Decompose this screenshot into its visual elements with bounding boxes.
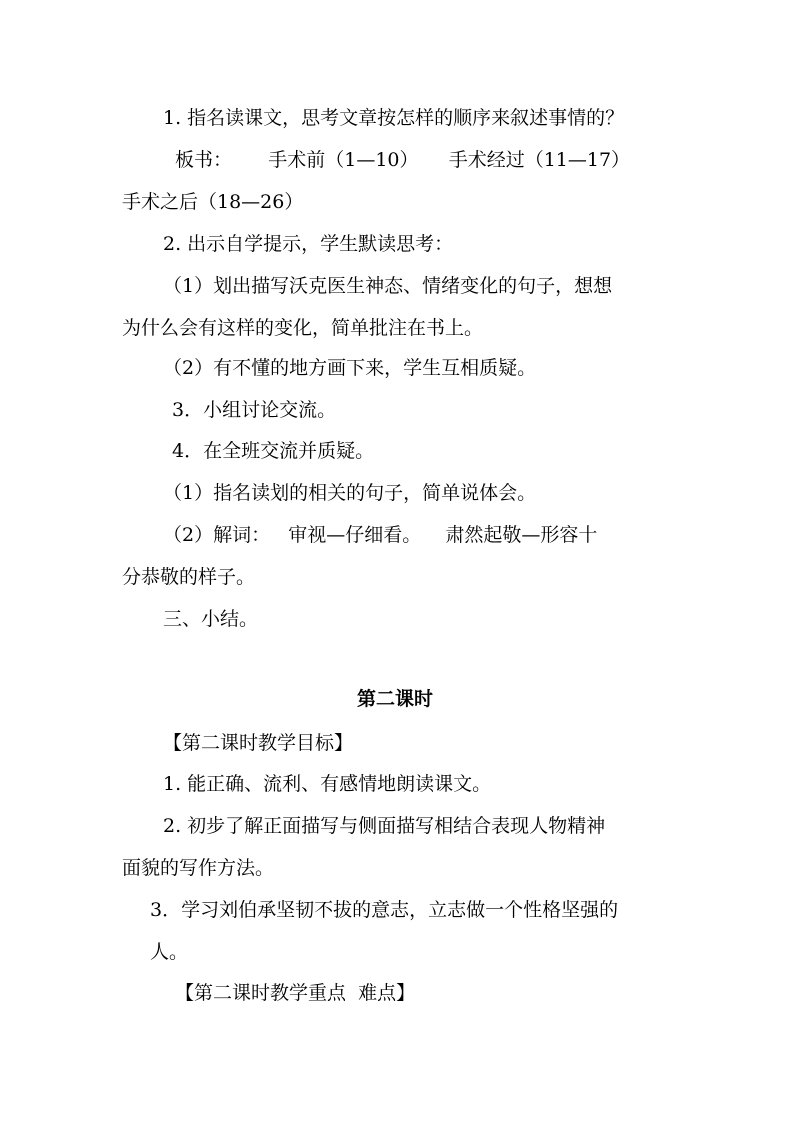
text-line: 手术之后（18—26） [122, 191, 304, 213]
goal-line: 人。 [150, 941, 189, 963]
goals-heading: 【第二课时教学目标】 [163, 732, 354, 754]
text-line: 分恭敬的样子。 [122, 566, 256, 588]
text-line: （1）指名读划的相关的句子，简单说体会。 [163, 482, 537, 504]
text-line: 1. 指名读课文，思考文章按怎样的顺序来叙述事情的？ [163, 107, 625, 129]
goal-line: 3．学习刘伯承坚韧不拔的意志，立志做一个性格坚强的 [150, 899, 619, 921]
text-line: 板书： 手术前（1—10） 手术经过（11—17） [175, 149, 631, 171]
section-title: 第二课时 [357, 688, 434, 710]
goal-line: 2. 初步了解正面描写与侧面描写相结合表现人物精神 [163, 815, 606, 837]
goal-line: 面貌的写作方法。 [122, 857, 275, 879]
text-line: 三、小结。 [163, 608, 259, 630]
text-line: （1）划出描写沃克医生神态、情绪变化的句子，想想 [163, 275, 613, 297]
key-points-heading: 【第二课时教学重点 难点】 [175, 982, 416, 1004]
text-line: 4．在全班交流并质疑。 [172, 440, 375, 462]
text-line: 为什么会有这样的变化，简单批注在书上。 [122, 317, 484, 339]
text-line: （2）有不懂的地方画下来，学生互相质疑。 [163, 357, 537, 379]
text-line: 2. 出示自学提示，学生默读思考： [163, 233, 454, 255]
goal-line: 1. 能正确、流利、有感情地朗读课文。 [163, 773, 492, 795]
text-line: 3．小组讨论交流。 [172, 399, 337, 421]
text-line: （2）解词： 审视—仔细看。 肃然起敬—形容十 [163, 524, 598, 546]
